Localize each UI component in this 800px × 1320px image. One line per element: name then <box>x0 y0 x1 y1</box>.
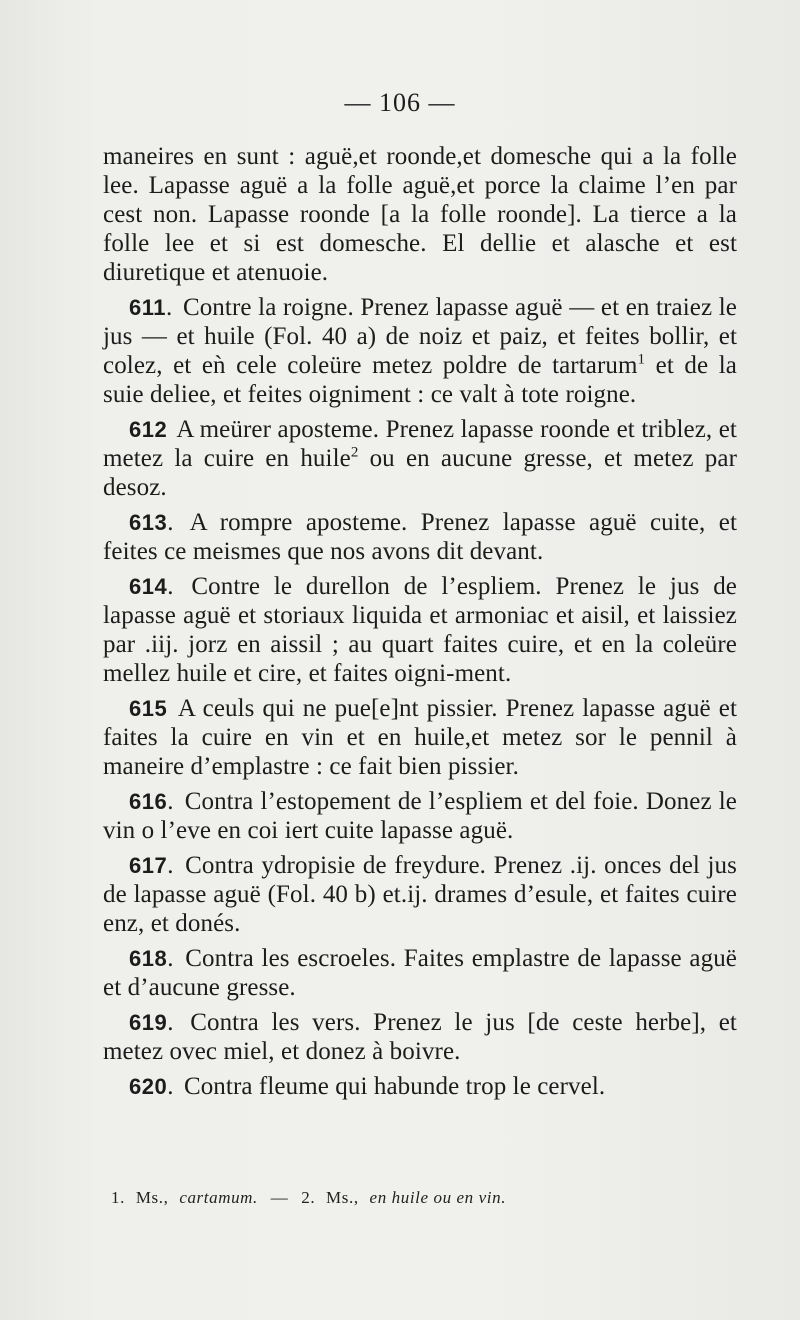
entry-text-continued: et de la suie deliee, et feites oigniment : ce valt à tote roigne. <box>103 352 737 408</box>
entry-615 <box>103 694 737 781</box>
entry-text: Contre le durellon de l’espliem. Prenez le jus de lapasse aguë et storiaux liquida et armoniac et aisil, et laissiez par .iij. jorz en aissil ; au quart faites cuire, et en la coleüre mellez huile et cire, et faites oigni-ment. <box>103 573 737 687</box>
entry-text: A rompre aposteme. Prenez lapasse aguë cuite, et feites ce meismes que nos avons dit devant. <box>103 509 737 565</box>
entry-619 <box>103 1008 737 1066</box>
entry-614 <box>103 572 737 688</box>
entry-number: 617 <box>129 853 168 878</box>
footnote-dash: — <box>270 1188 289 1207</box>
entry-612 <box>103 415 737 502</box>
entry-number: 611 <box>129 295 166 320</box>
entry-620 <box>103 1072 737 1101</box>
footnote-ref: 1 <box>637 351 646 368</box>
footnotes <box>103 1188 737 1208</box>
entry-separator: . <box>167 852 174 879</box>
entry-text: Contra ydropisie de freydure. Prenez .ij. onces del jus de lapasse aguë (Fol. 40 b) et.ij. drames d’esule, et faites cuire enz, et donés. <box>103 852 737 937</box>
entry-617 <box>103 851 737 938</box>
entry-text: Contra fleume qui habunde trop le cervel. <box>183 1073 606 1100</box>
entry-separator: . <box>167 1009 174 1036</box>
entry-number: 618 <box>129 946 168 971</box>
footnote-number: 1. <box>111 1188 125 1207</box>
entry-number: 620 <box>129 1074 168 1099</box>
entry-number: 619 <box>129 1010 168 1035</box>
entry-separator: . <box>167 573 174 600</box>
entry-text: A ceuls qui ne pue[e]nt pissier. Prenez lapasse aguë et faites la cuire en vin et en huile,et metez sor le pennil à maneire d’emplastre : ce fait bien pissier. <box>103 695 737 780</box>
entry-number: 612 <box>129 417 168 442</box>
entry-separator: . <box>167 945 174 972</box>
entry-separator: . <box>166 294 173 321</box>
entry-number: 616 <box>129 789 168 814</box>
entry-text: Contra les escroeles. Faites emplastre de lapasse aguë et d’aucune gresse. <box>103 945 737 1001</box>
entry-text: Contra les vers. Prenez le jus [de ceste herbe], et metez ovec miel, et donez à boivre. <box>103 1009 737 1065</box>
footnote-reading: cartamum. <box>179 1188 258 1207</box>
entry-text: Contra l’estopement de l’espliem et del foie. Donez le vin o l’eve en coi iert cuite lapasse aguë. <box>103 788 737 844</box>
opening-paragraph: maneires en sunt : aguë,et roonde,et domesche qui a la folle lee. Lapasse aguë a la folle aguë,et porce la claime l’en par cest non. Lapasse roonde [a la folle roonde]. La tierce a la folle lee et si est domesche. El dellie et alasche et est diuretique et atenuoie. <box>103 143 737 286</box>
footnote-source: Ms., <box>326 1188 359 1207</box>
page-number: — 106 — <box>344 88 456 117</box>
footnote-ref: 2 <box>350 444 359 461</box>
entry-number: 614 <box>129 574 168 599</box>
footnote-source: Ms., <box>135 1188 169 1207</box>
entry-number: 615 <box>129 696 168 721</box>
entry-number: 613 <box>129 510 168 535</box>
entry-618 <box>103 944 737 1002</box>
entry-613 <box>103 508 737 566</box>
entry-separator: . <box>167 509 174 536</box>
entry-separator: . <box>167 1073 174 1100</box>
footnote-number: 2. <box>301 1188 316 1207</box>
footnote-reading: en huile ou en vin. <box>369 1188 507 1207</box>
entry-text: A meürer aposteme. Prenez lapasse roonde et triblez, et metez la cuire en huile <box>103 416 737 472</box>
entry-text: Contre la roigne. Prenez lapasse aguë — et en traiez le jus — et huile (Fol. 40 a) de noiz et paiz, et feites bollir, et colez, et eǹ cele coleüre metez poldre de tartarum <box>103 294 737 379</box>
entry-text-continued: ou en aucune gresse, et metez par desoz. <box>103 445 737 501</box>
entry-616 <box>103 787 737 845</box>
entry-separator: . <box>167 788 174 815</box>
main-text <box>103 142 737 1101</box>
entry-611 <box>103 293 737 409</box>
